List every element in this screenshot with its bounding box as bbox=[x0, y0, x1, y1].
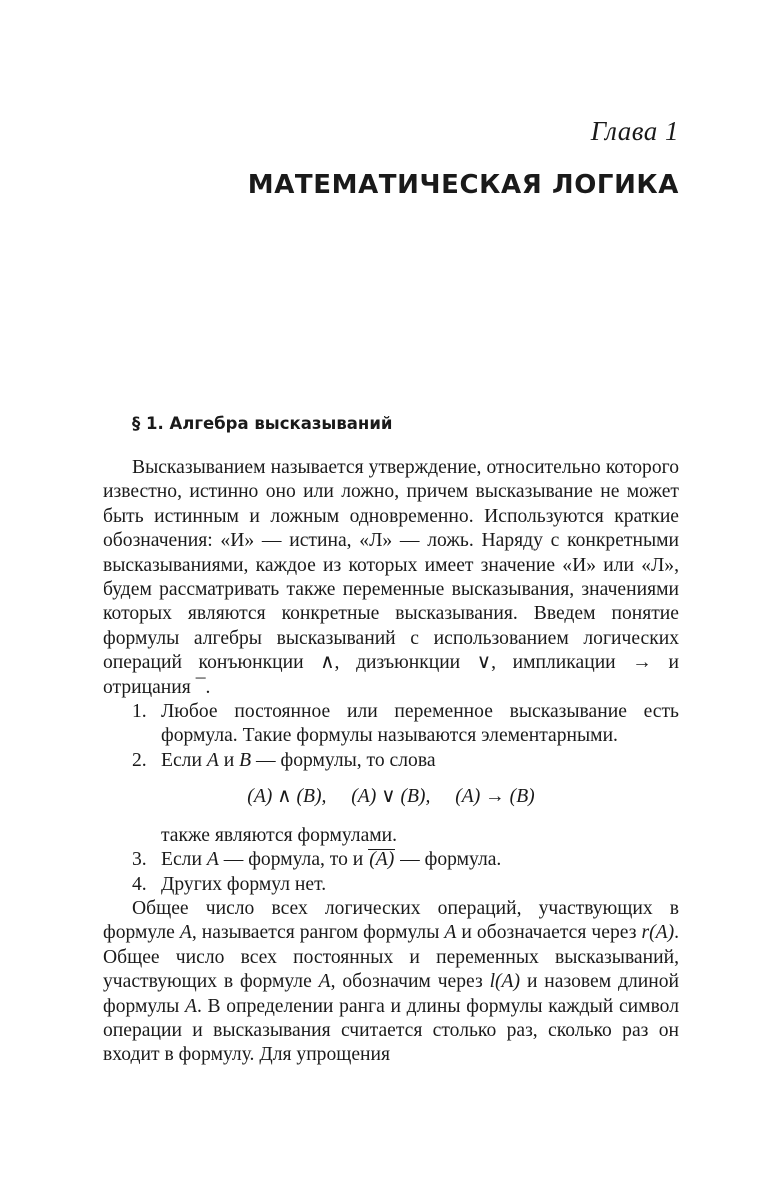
math-variable: A bbox=[318, 971, 331, 993]
negated-formula: (A) bbox=[369, 849, 395, 871]
list-item-text: Если bbox=[161, 849, 202, 871]
list-item-text: и bbox=[223, 749, 235, 771]
body-text bbox=[103, 456, 679, 1068]
list-number: 4. bbox=[132, 873, 147, 895]
paragraph-text: и обозначается через bbox=[461, 922, 637, 944]
list-item-text: Любое постоянное или переменное высказывание есть формула. Такие формулы называются элементарными. bbox=[161, 701, 679, 747]
list-item-text: — формула, то и bbox=[223, 849, 364, 871]
math-variable: A bbox=[444, 922, 457, 944]
paragraph-text: . Общее число всех постоянных и переменных высказываний, участвующих в формуле bbox=[103, 922, 680, 993]
list-number: 2. bbox=[132, 749, 147, 771]
rank-notation: r(A) bbox=[641, 922, 675, 944]
list-item-text: Других формул нет. bbox=[161, 873, 327, 895]
math-variable: A bbox=[184, 995, 197, 1017]
list-item-text: Если bbox=[161, 749, 202, 771]
paragraph-rank-length bbox=[103, 897, 679, 1068]
paragraph-text: Общее число всех логических операций, участвующих в формуле bbox=[103, 897, 679, 944]
list-item-2-continuation: также являются формулами. bbox=[161, 824, 398, 846]
paragraph-text: . В определении ранга и длины формулы каждый символ операции и высказывания считается столько раз, сколько раз он входит в формулу. Для упрощения bbox=[103, 995, 679, 1066]
formula-conjunction: (A) ∧ (B), bbox=[247, 786, 327, 808]
list-item-text: — формула. bbox=[400, 849, 502, 871]
list-number: 3. bbox=[132, 849, 147, 871]
list-item-4 bbox=[103, 873, 679, 897]
list-item-text: — формулы, то слова bbox=[256, 749, 436, 771]
math-variable: A bbox=[206, 749, 219, 771]
formula-implication: (A) → (B) bbox=[455, 786, 535, 808]
formula-display bbox=[103, 785, 679, 809]
math-variable: B bbox=[239, 749, 252, 771]
chapter-label: Глава 1 bbox=[590, 116, 679, 146]
math-variable: A bbox=[179, 922, 192, 944]
formula-definition-list bbox=[103, 700, 679, 897]
formula-disjunction: (A) ∨ (B), bbox=[351, 786, 431, 808]
list-item-1 bbox=[103, 700, 679, 749]
chapter-title: МАТЕМАТИЧЕСКАЯ ЛОГИКА bbox=[247, 170, 679, 200]
paragraph-text: , называется рангом формулы bbox=[191, 922, 440, 944]
paragraph-definition: Высказыванием называется утверждение, относительно которого известно, истинно оно или ложно, причем высказывание не может быть истинным и ложным одновременно. Используются краткие обозначения: «И» — истина, «Л» — ложь. Наряду с конкретными высказываниями, каждое из которых имеет значение «И» или «Л», будем рассматривать также переменные высказывания, значениями которых являются конкретные высказывания. Введем понятие формулы алгебры высказываний с использованием логических операций конъюнкции ∧, дизъюнкции ∨, импликации → и отрицания ¯. bbox=[103, 457, 679, 698]
list-number: 1. bbox=[132, 701, 147, 723]
math-variable: A bbox=[206, 849, 219, 871]
list-item-2 bbox=[103, 749, 679, 773]
paragraph-text: и назовем длиной формулы bbox=[103, 971, 679, 1017]
paragraph-text: , обозначим через bbox=[330, 971, 483, 993]
list-item-3 bbox=[103, 848, 679, 872]
length-notation: l(A) bbox=[489, 971, 521, 993]
section-heading: § 1. Алгебра высказываний bbox=[132, 414, 393, 433]
